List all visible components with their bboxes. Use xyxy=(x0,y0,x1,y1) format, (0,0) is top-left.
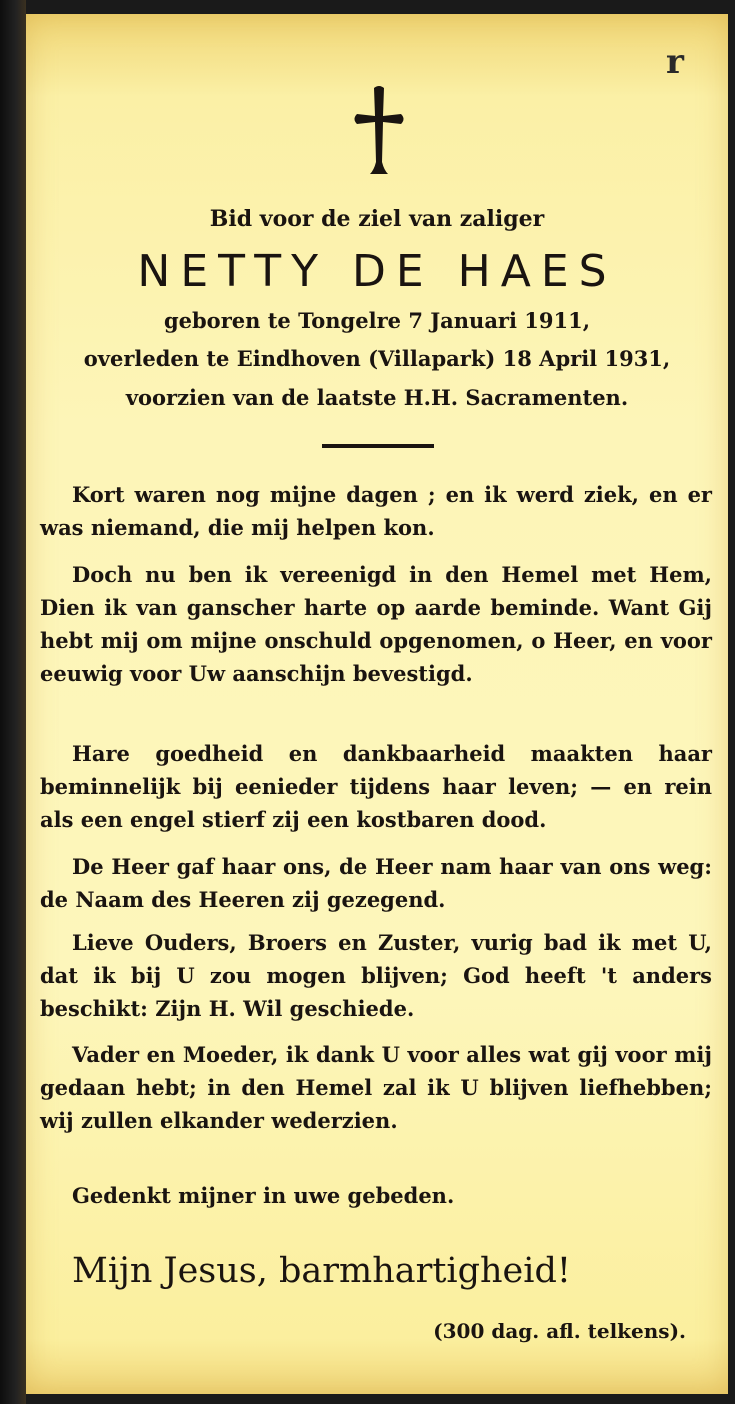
death-line: overleden te Eindhoven (Villapark) 18 April 1931, xyxy=(83,346,671,371)
divider xyxy=(322,444,434,448)
paragraph-1: Kort waren nog mijne dagen ; en ik werd ziek, en er was niemand, die mij helpen kon. xyxy=(40,482,712,540)
paragraph-2: Doch nu ben ik vereenigd in den Hemel met Hem, Dien ik van ganscher harte op aarde beminde. Want Gij hebt mij om mijne onschuld opgenomen, o Heer, en voor eeuwig voor Uw aanschijn bevestigd. xyxy=(40,562,712,686)
paragraph-7: Gedenkt mijner in uwe gebeden. xyxy=(72,1183,455,1208)
paragraph-6: Vader en Moeder, ik dank U voor alles wat gij voor mij gedaan hebt; in den Hemel zal ik U blijven liefhebben; wij zullen elkander wederzien. xyxy=(40,1042,712,1133)
paragraph-3: Hare goedheid en dankbaarheid maakten haar beminnelijk bij eenieder tijdens haar leven; — en rein als een engel stierf zij een kostbaren dood. xyxy=(40,741,712,832)
cross-icon xyxy=(352,84,406,176)
paragraph-4: De Heer gaf haar ons, de Heer nam haar van ons weg: de Naam des Heeren zij gezegend. xyxy=(40,854,712,912)
deceased-name: NETTY DE HAES xyxy=(137,246,617,297)
closing-prayer: Mijn Jesus, barmhartigheid! xyxy=(72,1251,571,1291)
intro-text: Bid voor de ziel van zaliger xyxy=(209,206,545,232)
paragraph-5: Lieve Ouders, Broers en Zuster, vurig bad ik met U, dat ik bij U zou mogen blijven; God heeft 't anders beschikt: Zijn H. Wil geschiede. xyxy=(40,930,712,1021)
memorial-card xyxy=(26,14,728,1394)
sacraments-line: voorzien van de laatste H.H. Sacramenten. xyxy=(125,385,629,410)
card-left-edge xyxy=(0,0,26,1404)
birth-line: geboren te Tongelre 7 Januari 1911, xyxy=(163,308,591,333)
indulgence-note: (300 dag. afl. telkens). xyxy=(433,1319,686,1343)
handwritten-mark: r xyxy=(666,42,684,82)
